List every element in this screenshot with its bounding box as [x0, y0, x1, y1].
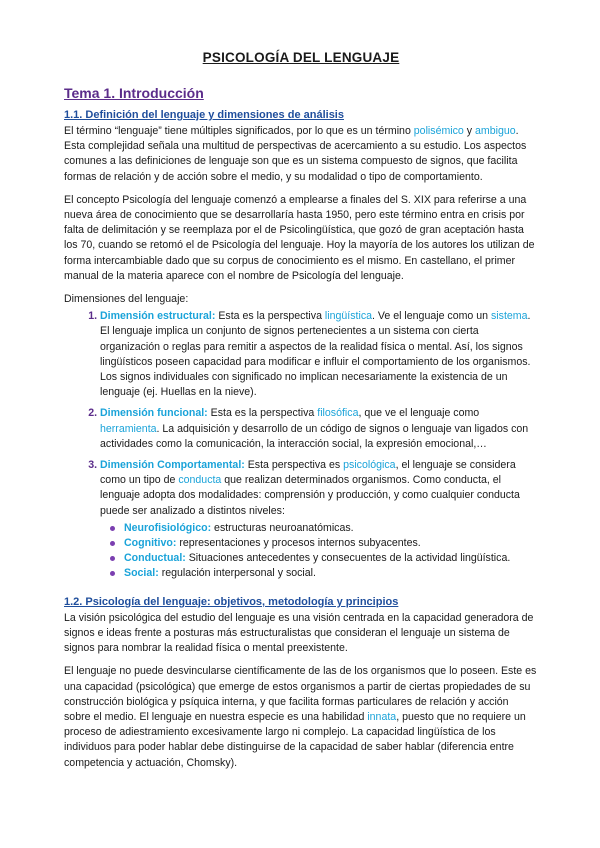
level-item: [124, 536, 538, 551]
bullet-icon: [110, 571, 115, 576]
text-run: , el lenguaje se considera como un tipo de: [100, 459, 516, 487]
dimension-structural: [100, 309, 538, 400]
keyword-innate: innata: [367, 710, 397, 723]
bullet-icon: [110, 541, 115, 546]
dimension-behavioral: [100, 458, 538, 582]
text-run: . La adquisición y desarrollo de un código de signos o lenguaje van ligados con actividades como la comunicación, la interacción social, la expresión emocional,…: [100, 422, 529, 450]
level-name: Conductual:: [124, 552, 186, 565]
keyword-polysemic: polisémico: [413, 125, 464, 137]
dimension-name: Dimensión estructural:: [100, 310, 216, 323]
dimensions-list: [64, 309, 538, 581]
keyword: filosófica: [317, 407, 359, 420]
level-item: [124, 521, 538, 536]
level-name: Social:: [124, 567, 159, 580]
document-title: PSICOLOGÍA DEL LENGUAJE: [202, 50, 400, 65]
bullet-icon: [110, 526, 115, 531]
dimension-functional: [100, 406, 538, 452]
text-run: El lenguaje no puede desvincularse científicamente de las de los organismos que lo poseen. Este es una capacidad (psicológica) que emerge de estos organismos a partir de ciertas propiedades de su construcción biológica y psíquica interna, y que facilita formas particulares de relación y acción sobre el medio. El lenguaje en nuestra especie es una habilidad: [64, 665, 537, 723]
bullet-icon: [110, 556, 115, 561]
keyword-ambiguous: ambiguo: [475, 125, 516, 137]
level-text: representaciones y procesos internos subyacentes.: [176, 537, 421, 550]
text-run: y: [463, 125, 476, 137]
keyword: lingüística: [324, 310, 373, 323]
topic-heading: Tema 1. Introducción: [64, 85, 204, 101]
level-text: Situaciones antecedentes y consecuentes de la actividad lingüística.: [185, 552, 511, 565]
keyword: psicológica: [343, 459, 396, 472]
keyword: herramienta: [100, 422, 157, 435]
level-name: Neurofisiológico:: [124, 521, 212, 534]
keyword: conducta: [178, 474, 222, 487]
text-run: , puesto que no requiere un proceso de adiestramiento excesivamente largo ni complejo. La capacidad lingüística de los individuos para poder hablar debe distinguirse de la capacidad de saber hablar (diferencia entre competencia y actuación, Chomsky).: [64, 710, 526, 769]
dimensions-intro: Dimensiones del lenguaje:: [64, 293, 189, 306]
section-heading-1-2: 1.2. Psicología del lenguaje: objetivos, metodología y principios: [64, 595, 399, 608]
analysis-levels-list: [100, 521, 538, 582]
dimension-name: Dimensión funcional:: [100, 407, 208, 420]
level-text: estructuras neuroanatómicas.: [211, 521, 354, 534]
text-run: que realizan determinados organismos. Como conducta, el lenguaje adopta dos modalidades: comprensión y producción, y como cualquier conducta puede ser analizado a distintos niveles:: [100, 474, 520, 517]
paragraph-psychological-view: La visión psicológica del estudio del lenguaje es una visión centrada en la capacidad generadora de signos e ideas frente a posturas más estructuralistas que consideran el lenguaje un sistema de signos para nombrar la realidad física o mental preexistente.: [64, 611, 534, 655]
level-text: regulación interpersonal y social.: [158, 567, 316, 580]
text-run: . Ve el lenguaje como un: [372, 310, 491, 323]
section-heading-1-1: 1.1. Definición del lenguaje y dimensiones de análisis: [64, 109, 344, 121]
text-run: Esta es la perspectiva: [207, 407, 318, 420]
text-run: , que ve el lenguaje como: [358, 407, 480, 420]
text-run: Esta es la perspectiva: [215, 310, 325, 323]
level-name: Cognitivo:: [124, 537, 177, 550]
text-run: . Esta complejidad señala una multitud de perspectivas de acercamiento a su estudio. Los aspectos comunes a las definiciones de lenguaje son que es un sistema compuesto de signos, que facilita formas de relación y de acción sobre el medio, y su modalidad o tipo de comportamiento.: [64, 125, 527, 183]
paragraph-innate-ability: [64, 664, 538, 770]
dimension-name: Dimensión Comportamental:: [100, 459, 245, 472]
text-run: El término “lenguaje” tiene múltiples significados, por lo que es un término: [64, 125, 414, 137]
level-item: [124, 566, 538, 581]
keyword: sistema: [491, 310, 528, 323]
text-run: Esta perspectiva es: [244, 459, 344, 472]
paragraph-history: El concepto Psicología del lenguaje comenzó a emplearse a finales del S. XIX para referirse a una nueva área de conocimiento que se desarrollaría hasta 1950, pero este término entra en crisis por falta de delimitación y se reemplaza por el de Psicolingüística, que gozó de gran aceptación hasta los 70, cuando se retomó el de Psicología del lenguaje. Hoy la mayoría de los autores los utilizan de forma intercambiable dado que su corpus de conocimiento es el mismo. En castellano, el primer manual de la materia aparece con el nombre de Psicología del lenguaje.: [64, 193, 535, 282]
text-run: . El lenguaje implica un conjunto de signos pertenecientes a un sistema con cierta organización o reglas para remitir a aspectos de la realidad física o mental. Así, los signos lingüísticos poseen capacidad para modificar e influir el comportamiento de los organismos. Los signos individuales con significado no implican necesariamente la existencia de un lenguaje (ej. Huellas en la nieve).: [100, 310, 531, 399]
paragraph-definition: [64, 124, 538, 185]
level-item: [124, 551, 538, 566]
